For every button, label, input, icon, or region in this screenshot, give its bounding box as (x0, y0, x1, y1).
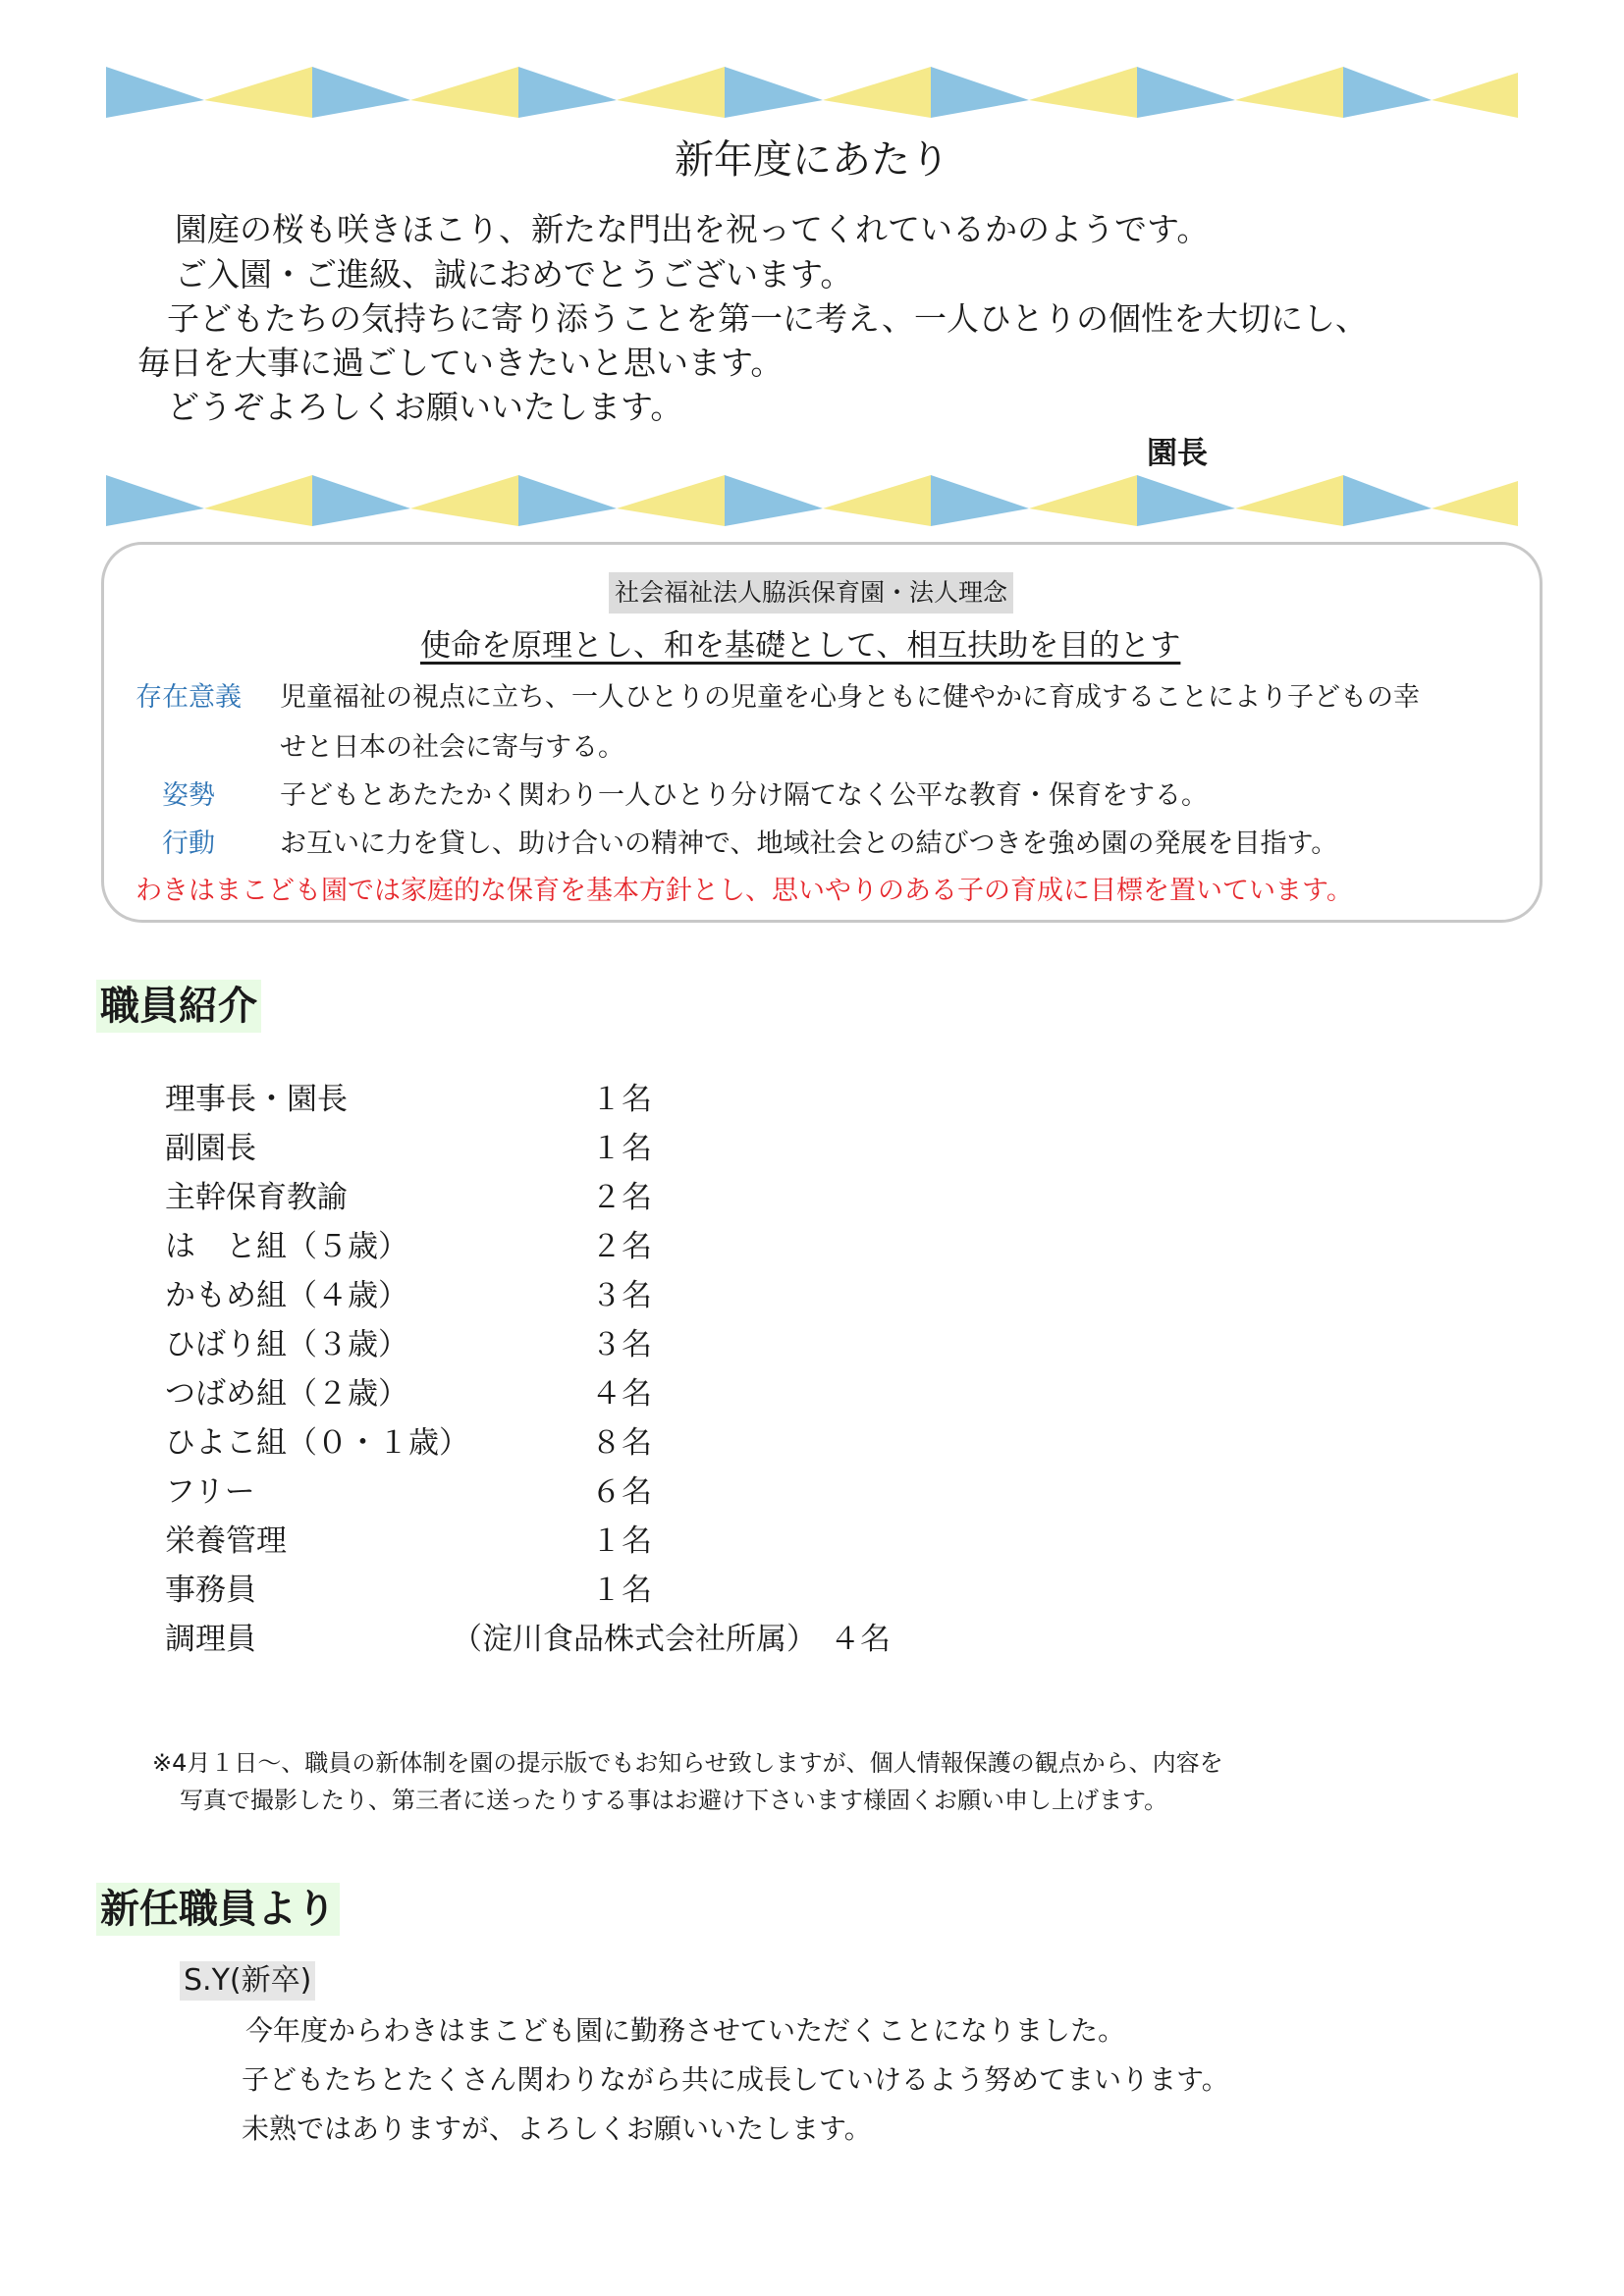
philosophy-motto: 使命を原理とし、和を基礎として、相互扶助を目的とす (420, 628, 1181, 664)
staff-role: フリー (165, 1474, 255, 1510)
staff-role: 栄養管理 (165, 1523, 287, 1559)
staff-role: 事務員 (165, 1573, 256, 1608)
staff-role: は と組（５歳） (165, 1229, 408, 1264)
staff-count: ６名 (591, 1474, 652, 1510)
staff-count: ２名 (591, 1180, 652, 1215)
staff-count: １名 (591, 1082, 652, 1117)
new-staff-message-line: 子どもたちとたくさん関わりながら共に成長していけるよう努めてまいります。 (242, 2063, 1229, 2096)
new-staff-name: S.Y(新卒) (180, 1961, 315, 2001)
greeting-paragraph: ご入園・ご進級、誠におめでとうございます。 (175, 255, 853, 294)
staff-count: ２名 (591, 1229, 652, 1264)
staff-role: 副園長 (165, 1131, 256, 1166)
staff-section-heading: 職員紹介 (96, 980, 261, 1033)
philosophy-label-purpose: 存在意義 (135, 682, 242, 713)
staff-count: ３名 (591, 1278, 652, 1313)
top-bunting-decoration (106, 61, 1518, 126)
greeting-signature: 園長 (1147, 436, 1208, 471)
staff-role: ひよこ組（０・１歳） (165, 1425, 469, 1461)
greeting-paragraph: 毎日を大事に過ごしていきたいと思います。 (137, 344, 784, 382)
new-staff-message-line: 未熟ではありますが、よろしくお願いいたします。 (242, 2112, 872, 2145)
greeting-paragraph: 園庭の桜も咲きほこり、新たな門出を祝ってくれているかのようです。 (175, 210, 1210, 248)
staff-privacy-note-cont: 写真で撮影したり、第三者に送ったりする事はお避け下さいます様固くお願い申し上げます。 (180, 1787, 1168, 1814)
staff-count-cook: ４名 (830, 1622, 891, 1657)
staff-role: つばめ組（２歳） (165, 1376, 408, 1412)
new-staff-message-line: 今年度からわきはまこども園に勤務させていただくことになりました。 (245, 2014, 1126, 2047)
staff-role: 主幹保育教諭 (165, 1180, 348, 1215)
staff-cook-affiliation: （淀川食品株式会社所属） (452, 1622, 817, 1657)
staff-count: １名 (591, 1573, 652, 1608)
greeting-paragraph: どうぞよろしくお願いいたします。 (167, 388, 683, 426)
staff-count: ３名 (591, 1327, 652, 1362)
bottom-bunting-decoration (106, 469, 1518, 534)
philosophy-text-purpose-cont: せと日本の社会に寄与する。 (280, 732, 624, 763)
philosophy-label-attitude: 姿勢 (162, 780, 215, 811)
staff-role-cook: 調理員 (165, 1622, 256, 1657)
greeting-paragraph: 子どもたちの気持ちに寄り添うことを第一に考え、一人ひとりの個性を大切にし、 (167, 299, 1368, 338)
staff-role: 理事長・園長 (165, 1082, 348, 1117)
philosophy-heading: 社会福祉法人脇浜保育園・法人理念 (609, 572, 1013, 614)
staff-role: ひばり組（３歳） (165, 1327, 408, 1362)
philosophy-text-attitude: 子どもとあたたかく関わり一人ひとり分け隔てなく公平な教育・保育をする。 (280, 780, 1208, 811)
greeting-title: 新年度にあたり (675, 137, 949, 183)
philosophy-policy: わきはまこども園では家庭的な保育を基本方針とし、思いやりのある子の育成に目標を置いています。 (135, 876, 1353, 906)
philosophy-text-purpose: 児童福祉の視点に立ち、一人ひとりの児童を心身ともに健やかに育成することにより子どもの幸 (280, 682, 1420, 713)
new-staff-section-heading: 新任職員より (96, 1883, 340, 1936)
staff-count: ４名 (591, 1376, 652, 1412)
staff-count: １名 (591, 1131, 652, 1166)
philosophy-label-action: 行動 (162, 828, 215, 859)
staff-count: ８名 (591, 1425, 652, 1461)
staff-role: かもめ組（４歳） (165, 1278, 408, 1313)
staff-count: １名 (591, 1523, 652, 1559)
philosophy-text-action: お互いに力を貸し、助け合いの精神で、地域社会との結びつきを強め園の発展を目指す。 (280, 828, 1338, 859)
staff-privacy-note: ※4月１日～、職員の新体制を園の提示版でもお知らせ致しますが、個人情報保護の観点から、内容を (152, 1749, 1223, 1777)
